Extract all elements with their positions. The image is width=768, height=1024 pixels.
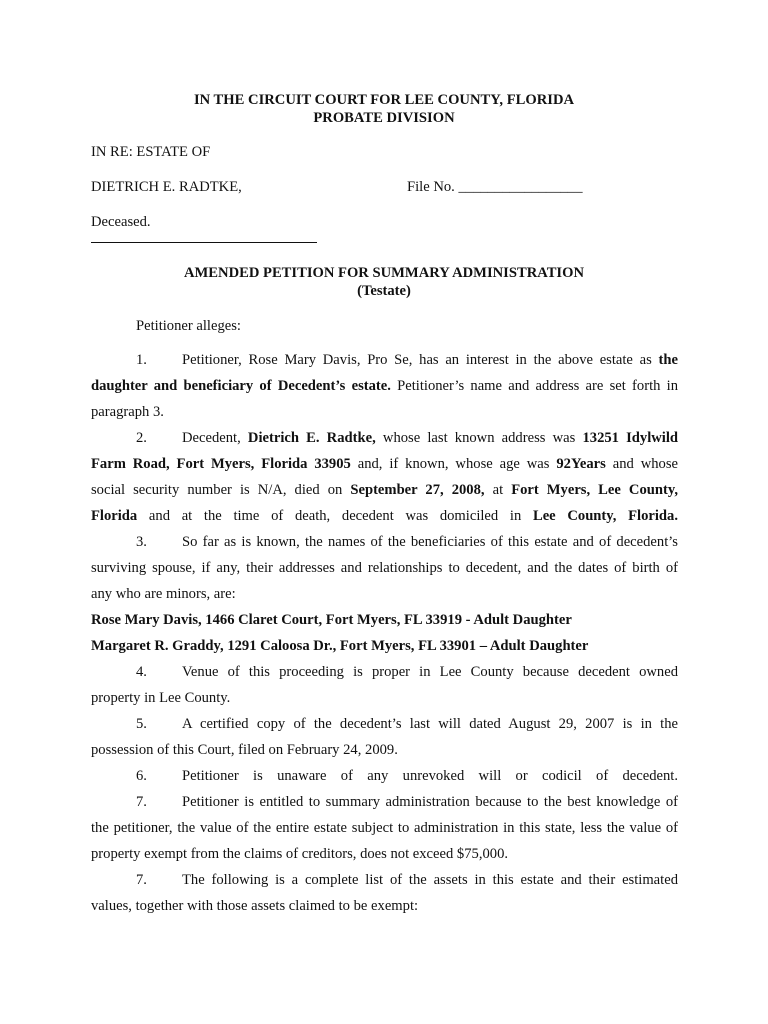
paragraph-1-line: 1. Petitioner, Rose Mary Davis, Pro Se, has an interest in the above estate as the [136, 352, 678, 368]
paragraph-3-line: any who are minors, are: [91, 586, 236, 602]
paragraph-3-line: 3. So far as is known, the names of the beneficiaries of this estate and of decedent’s [136, 534, 678, 550]
paragraph-1-line: daughter and beneficiary of Decedent’s estate. Petitioner’s name and address are set forth in [91, 378, 679, 394]
petition-title: AMENDED PETITION FOR SUMMARY ADMINISTRATION [183, 265, 585, 281]
paragraph-5-line: 5. A certified copy of the decedent’s last will dated August 29, 2007 is in the [136, 716, 678, 732]
decedent-name: DIETRICH E. RADTKE, [91, 179, 242, 195]
paragraph-3-line: surviving spouse, if any, their addresses and relationships to decedent, and the dates of birth of [91, 560, 678, 576]
paragraph-6-line: 6. Petitioner is unaware of any unrevoked will or codicil of decedent. [136, 768, 678, 784]
paragraph-4-line: property in Lee County. [91, 690, 231, 706]
court-heading: IN THE CIRCUIT COURT FOR LEE COUNTY, FLORIDA [193, 92, 575, 108]
beneficiary-entry: Rose Mary Davis, 1466 Claret Court, Fort Myers, FL 33919 - Adult Daughter [91, 612, 572, 628]
paragraph-2-line: social security number is N/A, died on September 27, 2008, at Fort Myers, Lee County, [91, 482, 678, 498]
paragraph-1-line: paragraph 3. [91, 404, 164, 420]
caption-divider [91, 242, 317, 243]
paragraph-4-line: 4. Venue of this proceeding is proper in Lee County because decedent owned [136, 664, 678, 680]
paragraph-2-line: Florida and at the time of death, decedent was domiciled in Lee County, Florida. [91, 508, 678, 524]
division-heading: PROBATE DIVISION [313, 110, 455, 126]
paragraph-7b-line: 7. The following is a complete list of the assets in this estate and their estimated [136, 872, 678, 888]
paragraph-2-line: 2. Decedent, Dietrich E. Radtke, whose last known address was 13251 Idylwild [136, 430, 679, 446]
paragraph-7b-line: values, together with those assets claimed to be exempt: [91, 898, 419, 914]
paragraph-7-line: the petitioner, the value of the entire estate subject to administration in this state, less the value of [91, 820, 678, 836]
intro-text: Petitioner alleges: [136, 318, 241, 334]
petition-subtitle: (Testate) [357, 283, 411, 299]
file-number: File No. _________________ [407, 179, 583, 195]
beneficiary-entry: Margaret R. Graddy, 1291 Caloosa Dr., Fort Myers, FL 33901 – Adult Daughter [91, 638, 589, 654]
paragraph-2-line: Farm Road, Fort Myers, Florida 33905 and, if known, whose age was 92Years and whose [91, 456, 678, 472]
paragraph-7-line: 7. Petitioner is entitled to summary administration because to the best knowledge of [136, 794, 678, 810]
paragraph-5-line: possession of this Court, filed on February 24, 2009. [91, 742, 398, 758]
in-re-label: IN RE: ESTATE OF [91, 144, 211, 160]
deceased-label: Deceased. [91, 214, 151, 230]
paragraph-7-line: property exempt from the claims of creditors, does not exceed $75,000. [91, 846, 509, 862]
